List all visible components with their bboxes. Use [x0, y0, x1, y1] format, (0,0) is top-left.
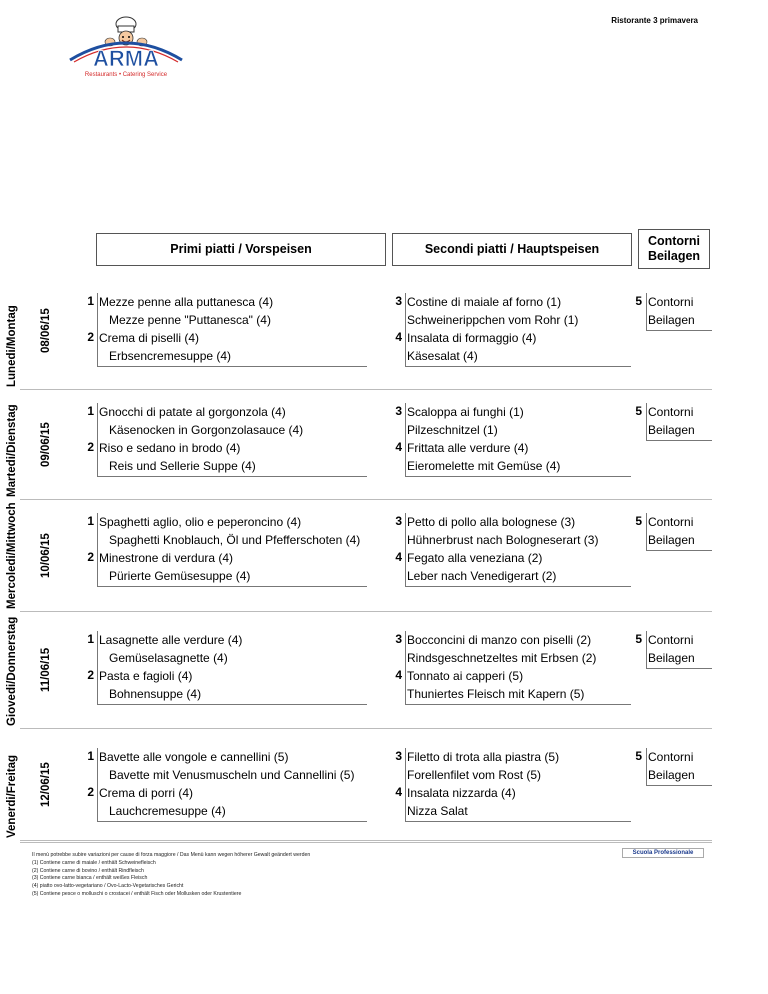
contorni-header-it: Contorni: [647, 234, 701, 248]
side-name-de: Beilagen: [648, 768, 695, 782]
dish-name-de: Rindsgeschnetzeltes mit Erbsen (2): [407, 651, 597, 665]
dish-number: 1: [87, 632, 94, 646]
day-divider: [20, 840, 712, 841]
column-header-contorni: [638, 229, 710, 269]
footer-line: (4) piatto ovo-latto-vegetariano / Ovo-Lacto-Vegetarisches Gericht: [32, 883, 184, 890]
column-header-secondi: Secondi piatti / Hauptspeisen: [392, 233, 632, 266]
dish-number: 1: [87, 514, 94, 528]
restaurant-name: Ristorante 3 primavera: [611, 16, 698, 25]
dish-name-it: Riso e sedano in brodo (4): [99, 441, 241, 455]
dish-number: 2: [87, 785, 94, 799]
dish-name-de: Bavette mit Venusmuscheln und Cannellini (5): [109, 768, 355, 782]
day-label: [0, 499, 52, 611]
dish-name-de: Thuniertes Fleisch mit Kapern (5): [407, 687, 585, 701]
dish-number: 3: [395, 749, 402, 763]
side-name-it: Contorni: [648, 750, 694, 764]
dish-name-de: Hühnerbrust nach Bologneserart (3): [407, 533, 599, 547]
dish-name-it: Gnocchi di patate al gorgonzola (4): [99, 405, 286, 419]
dish-name-de: Käsesalat (4): [407, 349, 478, 363]
day-name: Martedi/Dienstag: [6, 404, 18, 497]
dish-number: 2: [87, 550, 94, 564]
dish-number: 1: [87, 404, 94, 418]
day-name: Lunedi/Montag: [6, 305, 18, 387]
footer-line: (3) Contiene carne bianca / enthält weißes Fleisch: [32, 875, 148, 882]
dish-name-de: Forellenfilet vom Rost (5): [407, 768, 542, 782]
side-name-de: Beilagen: [648, 533, 695, 547]
dish-name-it: Bavette alle vongole e cannellini (5): [99, 750, 289, 764]
dish-name-it: Crema di piselli (4): [99, 331, 200, 345]
day-divider: [20, 499, 712, 500]
dish-name-de: Spaghetti Knoblauch, Öl und Pfefferschoten (4): [109, 533, 361, 547]
side-name-it: Contorni: [648, 405, 694, 419]
dish-name-de: Eieromelette mit Gemüse (4): [407, 459, 561, 473]
logo-tagline: Restaurants • Catering Service: [84, 72, 168, 78]
side-name-it: Contorni: [648, 633, 694, 647]
day-name: Giovedi/Donnerstag: [6, 616, 18, 726]
side-name-it: Contorni: [648, 515, 694, 529]
dish-name-de: Lauchcremesuppe (4): [109, 804, 226, 818]
day-date: 08/06/15: [40, 308, 52, 353]
day-date: 12/06/15: [40, 761, 52, 807]
side-name-it: Contorni: [648, 295, 694, 309]
column-header-primi: Primi piatti / Vorspeisen: [96, 233, 386, 266]
day-divider: [20, 389, 712, 390]
dish-name-it: Crema di porri (4): [99, 786, 194, 800]
day-date: 09/06/15: [40, 421, 52, 467]
day-label: [0, 389, 52, 499]
dish-number: 4: [395, 668, 402, 682]
footer-line: Il menù potrebbe subire variazioni per cause di forza maggiore / Das Menü kann wegen höherer Gewalt geändert werden: [32, 852, 311, 858]
dish-name-it: Bocconcini di manzo con piselli (2): [407, 633, 592, 647]
footer-line: (1) Contiene carne di maiale / enthält Schweinefleisch: [32, 859, 156, 866]
side-name-de: Beilagen: [648, 423, 695, 437]
dish-number: 5: [635, 294, 642, 308]
dish-name-it: Lasagnette alle verdure (4): [99, 633, 243, 647]
dish-name-de: Mezze penne "Puttanesca" (4): [109, 313, 271, 327]
side-name-de: Beilagen: [648, 313, 695, 327]
footer-line: (5) Contiene pesce o molluschi o crostacei / enthält Fisch oder Mollusken oder Krustentiere: [32, 890, 242, 897]
day-divider: [20, 728, 712, 729]
dish-number: 4: [395, 550, 402, 564]
day-date: 10/06/15: [40, 532, 52, 578]
dish-number: 5: [635, 632, 642, 646]
dish-number: 1: [87, 294, 94, 308]
dish-name-it: Tonnato ai capperi (5): [407, 669, 524, 683]
dish-name-de: Erbsencremesuppe (4): [109, 349, 232, 363]
dish-name-it: Fegato alla veneziana (2): [407, 551, 543, 565]
footer-notes: [32, 852, 310, 899]
dish-name-it: Frittata alle verdure (4): [407, 441, 529, 455]
dish-name-it: Spaghetti aglio, olio e peperoncino (4): [99, 515, 302, 529]
dish-number: 2: [87, 330, 94, 344]
dish-name-it: Insalata di formaggio (4): [407, 331, 537, 345]
day-name: Mercoledi/Mittwoch: [6, 502, 18, 609]
footer-line: (2) Contiene carne di bovino / enthält Rindfleisch: [32, 867, 144, 874]
dish-number: 5: [635, 514, 642, 528]
dish-name-de: Leber nach Venedigerart (2): [407, 569, 557, 583]
dish-name-de: Käsenocken in Gorgonzolasauce (4): [109, 423, 304, 437]
dish-number: 3: [395, 404, 402, 418]
dish-name-de: Bohnensuppe (4): [109, 687, 202, 701]
dish-number: 2: [87, 440, 94, 454]
dish-name-it: Petto di pollo alla bolognese (3): [407, 515, 576, 529]
dish-number: 3: [395, 632, 402, 646]
day-label: [0, 272, 52, 389]
dish-number: 5: [635, 404, 642, 418]
dish-name-de: Pilzeschnitzel (1): [407, 423, 498, 437]
logo-brand: ARMA: [93, 46, 159, 71]
dish-name-it: Minestrone di verdura (4): [99, 551, 234, 565]
day-divider: [20, 611, 712, 612]
side-name-de: Beilagen: [648, 651, 695, 665]
dish-number: 3: [395, 294, 402, 308]
footer-divider: [20, 842, 712, 843]
dish-number: 1: [87, 749, 94, 763]
dish-name-it: Insalata nizzarda (4): [407, 786, 516, 800]
dish-name-de: Reis und Sellerie Suppe (4): [109, 459, 256, 473]
dish-name-it: Filetto di trota alla piastra (5): [407, 750, 560, 764]
dish-name-de: Pürierte Gemüsesuppe (4): [109, 569, 251, 583]
school-badge: Scuola Professionale: [622, 848, 704, 858]
dish-number: 5: [635, 749, 642, 763]
dish-name-de: Gemüselasagnette (4): [109, 651, 228, 665]
dish-name-de: Schweinerippchen vom Rohr (1): [407, 313, 579, 327]
dish-name-it: Mezze penne alla puttanesca (4): [99, 295, 274, 309]
dish-name-de: Nizza Salat: [407, 804, 468, 818]
dish-name-it: Costine di maiale af forno (1): [407, 295, 562, 309]
dish-name-it: Scaloppa ai funghi (1): [407, 405, 524, 419]
arma-logo: [64, 16, 188, 88]
dish-name-it: Pasta e fagioli (4): [99, 669, 193, 683]
day-date: 11/06/15: [40, 647, 52, 692]
contorni-header-de: Beilagen: [647, 249, 701, 263]
dish-number: 4: [395, 440, 402, 454]
dish-number: 3: [395, 514, 402, 528]
dish-number: 2: [87, 668, 94, 682]
dish-number: 4: [395, 330, 402, 344]
day-label: [0, 611, 52, 728]
day-label: [0, 728, 52, 840]
dish-number: 4: [395, 785, 402, 799]
day-name: Venerdi/Freitag: [6, 754, 18, 838]
